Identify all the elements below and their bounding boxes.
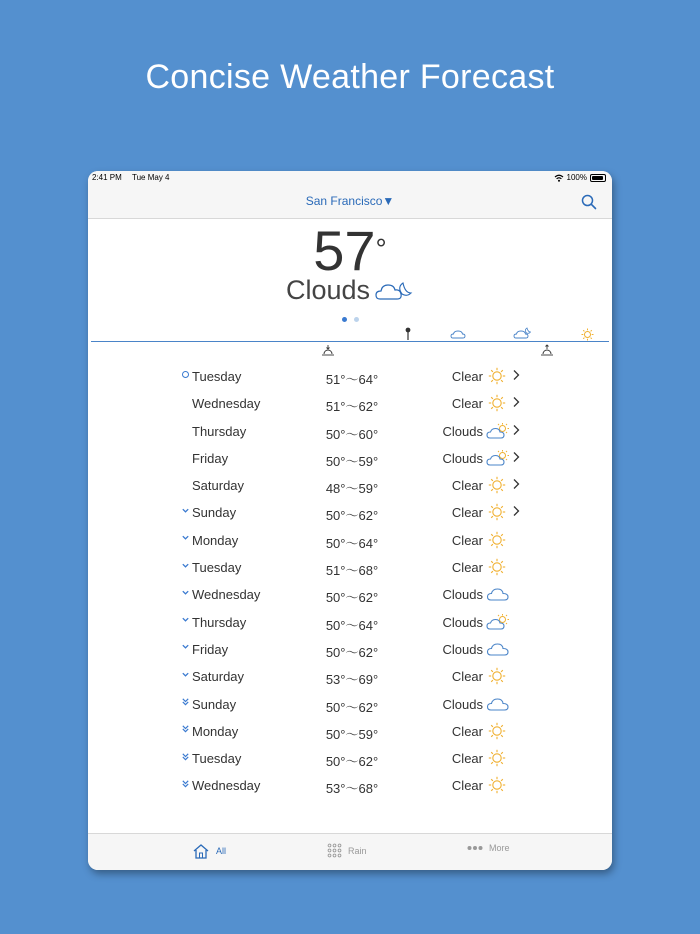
battery-icon bbox=[590, 174, 606, 182]
city-selector[interactable]: San Francisco▼ bbox=[305, 194, 395, 208]
more-icon bbox=[467, 845, 483, 851]
forecast-day: Thursday bbox=[192, 423, 247, 439]
chevron-down-icon bbox=[180, 615, 190, 625]
chevron-down-icon bbox=[180, 642, 190, 652]
forecast-condition: Clear bbox=[451, 532, 483, 548]
chevron-down-icon bbox=[180, 669, 190, 679]
forecast-temps: 48°～59° bbox=[325, 481, 379, 497]
status-date: Tue May 4 bbox=[132, 173, 170, 182]
sun-icon bbox=[486, 722, 508, 740]
sun-icon bbox=[486, 749, 508, 767]
chevron-down-icon bbox=[180, 505, 190, 515]
chevron-right-icon[interactable] bbox=[512, 478, 520, 490]
page-dot[interactable] bbox=[354, 317, 359, 322]
tab-rain[interactable] bbox=[327, 843, 367, 858]
forecast-condition: Clouds bbox=[442, 696, 483, 712]
double-chevron-down-icon bbox=[180, 751, 190, 761]
chevron-right-icon[interactable] bbox=[512, 424, 520, 436]
tab-all[interactable] bbox=[192, 843, 226, 859]
forecast-day: Wednesday bbox=[192, 396, 261, 412]
chevron-down-icon bbox=[180, 587, 190, 597]
page-dot[interactable] bbox=[342, 317, 347, 322]
chevron-right-icon[interactable] bbox=[512, 369, 520, 381]
chevron-right-icon[interactable] bbox=[512, 396, 520, 408]
forecast-condition: Clouds bbox=[442, 450, 483, 466]
forecast-list bbox=[88, 363, 612, 800]
page-indicator[interactable] bbox=[342, 317, 359, 322]
forecast-condition: Clear bbox=[451, 478, 483, 494]
forecast-condition: Clouds bbox=[442, 614, 483, 630]
wifi-icon bbox=[554, 174, 564, 182]
forecast-row[interactable] bbox=[88, 445, 612, 472]
forecast-row[interactable] bbox=[88, 772, 612, 799]
forecast-row[interactable] bbox=[88, 581, 612, 608]
forecast-temps: 53°～68° bbox=[325, 781, 379, 797]
status-bar bbox=[88, 171, 612, 185]
forecast-day: Sunday bbox=[192, 696, 237, 712]
forecast-row[interactable] bbox=[88, 636, 612, 663]
status-indicators bbox=[554, 173, 606, 182]
forecast-condition: Clear bbox=[451, 723, 483, 739]
sunrise-icon bbox=[540, 344, 554, 356]
forecast-row[interactable] bbox=[88, 691, 612, 718]
forecast-temps: 50°～60° bbox=[325, 426, 379, 442]
forecast-row[interactable] bbox=[88, 390, 612, 417]
forecast-condition: Clear bbox=[451, 396, 483, 412]
forecast-day: Monday bbox=[192, 532, 239, 548]
tab-more[interactable] bbox=[467, 843, 510, 853]
forecast-row[interactable] bbox=[88, 663, 612, 690]
forecast-temps: 51°～64° bbox=[325, 372, 379, 387]
forecast-row[interactable] bbox=[88, 554, 612, 581]
cloud-night-icon bbox=[374, 279, 414, 303]
forecast-condition: Clear bbox=[451, 778, 483, 794]
chevron-right-icon[interactable] bbox=[512, 505, 520, 517]
grid-dots-icon bbox=[327, 843, 342, 858]
forecast-row[interactable] bbox=[88, 527, 612, 554]
forecast-day: Wednesday bbox=[192, 778, 261, 794]
forecast-temps: 50°～59° bbox=[325, 453, 379, 469]
forecast-row[interactable] bbox=[88, 609, 612, 636]
tab-more-label: More bbox=[489, 843, 510, 853]
forecast-temps: 50°～64° bbox=[325, 535, 379, 551]
forecast-condition: Clear bbox=[451, 505, 483, 521]
forecast-temps: 50°～62° bbox=[325, 590, 379, 606]
forecast-temps: 50°～62° bbox=[325, 508, 379, 524]
forecast-condition: Clouds bbox=[442, 587, 483, 603]
forecast-condition: Clear bbox=[451, 669, 483, 685]
partly-cloudy-icon bbox=[486, 422, 508, 440]
now-marker-icon bbox=[404, 327, 412, 341]
forecast-day: Wednesday bbox=[192, 587, 261, 603]
current-condition-row bbox=[88, 275, 612, 306]
cloud-night-icon bbox=[513, 327, 531, 339]
chevron-right-icon[interactable] bbox=[512, 451, 520, 463]
tab-all-label: All bbox=[216, 846, 227, 856]
forecast-day: Friday bbox=[192, 450, 229, 466]
sun-icon bbox=[486, 776, 508, 794]
home-icon bbox=[192, 843, 210, 859]
cloud-icon bbox=[486, 695, 508, 713]
forecast-day: Tuesday bbox=[192, 369, 242, 384]
forecast-temps: 50°～62° bbox=[325, 644, 379, 660]
sun-icon bbox=[486, 394, 508, 412]
partly-cloudy-icon bbox=[486, 613, 508, 631]
forecast-row[interactable] bbox=[88, 418, 612, 445]
search-icon[interactable] bbox=[580, 193, 598, 211]
sun-icon bbox=[486, 476, 508, 494]
cloud-icon bbox=[450, 329, 466, 339]
today-marker-icon bbox=[180, 369, 190, 379]
forecast-day: Sunday bbox=[192, 505, 237, 521]
forecast-row[interactable] bbox=[88, 472, 612, 499]
forecast-day: Saturday bbox=[192, 669, 245, 685]
chevron-down-icon bbox=[180, 533, 190, 543]
status-time: 2:41 PM bbox=[92, 173, 122, 182]
chevron-down-icon bbox=[180, 560, 190, 570]
forecast-day: Thursday bbox=[192, 614, 247, 630]
forecast-row[interactable] bbox=[88, 718, 612, 745]
forecast-temps: 50°～62° bbox=[325, 754, 379, 770]
nav-bar bbox=[88, 185, 612, 219]
double-chevron-down-icon bbox=[180, 778, 190, 788]
sun-icon bbox=[486, 531, 508, 549]
forecast-row[interactable] bbox=[88, 745, 612, 772]
forecast-day: Tuesday bbox=[192, 560, 242, 576]
sun-icon bbox=[486, 667, 508, 685]
cloud-icon bbox=[486, 640, 508, 658]
forecast-temps: 53°～69° bbox=[325, 672, 379, 688]
forecast-temps: 50°～62° bbox=[325, 699, 379, 715]
forecast-day: Friday bbox=[192, 641, 229, 657]
forecast-row[interactable] bbox=[88, 499, 612, 526]
forecast-condition: Clouds bbox=[442, 423, 483, 439]
battery-percent: 100% bbox=[566, 173, 587, 182]
degree-symbol: ° bbox=[375, 233, 387, 264]
app-window bbox=[88, 171, 612, 870]
hourly-timeline bbox=[91, 341, 609, 342]
forecast-temps: 51°～62° bbox=[325, 399, 379, 415]
sunset-icon bbox=[321, 344, 335, 356]
forecast-temps: 50°～59° bbox=[325, 726, 379, 742]
double-chevron-down-icon bbox=[180, 724, 190, 734]
forecast-day: Monday bbox=[192, 723, 239, 739]
sun-icon bbox=[486, 367, 508, 385]
forecast-temps: 51°～68° bbox=[325, 563, 379, 579]
forecast-day: Tuesday bbox=[192, 751, 242, 767]
current-temperature bbox=[88, 221, 612, 281]
tab-bar bbox=[88, 833, 612, 870]
current-condition: Clouds bbox=[285, 275, 371, 305]
forecast-condition: Clear bbox=[451, 560, 483, 576]
forecast-row[interactable] bbox=[88, 363, 612, 390]
forecast-day: Saturday bbox=[192, 478, 245, 494]
forecast-temps: 50°～64° bbox=[325, 617, 379, 633]
forecast-condition: Clear bbox=[451, 751, 483, 767]
promo-headline: Concise Weather Forecast bbox=[145, 58, 555, 96]
sun-icon bbox=[486, 558, 508, 576]
tab-rain-label: Rain bbox=[348, 845, 367, 856]
forecast-condition: Clouds bbox=[442, 641, 483, 657]
partly-cloudy-icon bbox=[486, 449, 508, 467]
double-chevron-down-icon bbox=[180, 697, 190, 707]
sun-icon bbox=[581, 328, 594, 341]
temperature-value: 57 bbox=[313, 219, 376, 282]
cloud-icon bbox=[486, 585, 508, 603]
sun-icon bbox=[486, 503, 508, 521]
forecast-condition: Clear bbox=[451, 369, 483, 384]
